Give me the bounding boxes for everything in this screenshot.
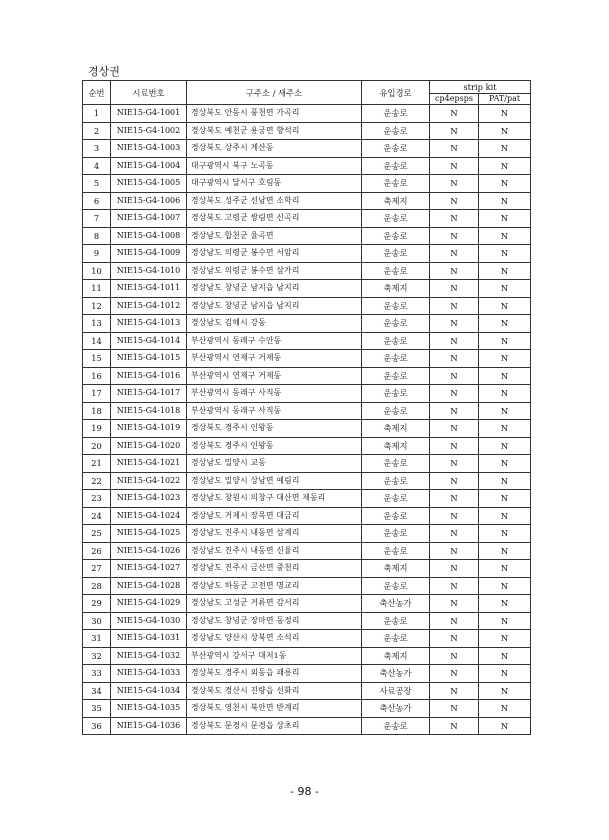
cp4epsps-result: N [430,350,479,368]
inflow-route: 운송로 [362,105,430,123]
table-row [83,700,531,718]
header-pat: PAT/pat [479,94,531,105]
inflow-route: 운송로 [362,577,430,595]
region-title: 경상권 [88,65,120,78]
pat-result: N [479,210,531,228]
cp4epsps-result: N [430,210,479,228]
table-row [83,192,531,210]
cp4epsps-result: N [430,700,479,718]
row-number: 31 [83,630,111,648]
address: 부산광역시 연제구 거제동 [187,367,362,385]
table-body [83,105,531,735]
pat-result: N [479,140,531,158]
inflow-route: 운송로 [362,140,430,158]
inflow-route: 축제지 [362,647,430,665]
pat-result: N [479,525,531,543]
row-number: 14 [83,332,111,350]
pat-result: N [479,437,531,455]
table-row [83,157,531,175]
pat-result: N [479,455,531,473]
sample-id: NIE15-G4-1001 [111,105,187,123]
row-number: 16 [83,367,111,385]
table-row [83,315,531,333]
row-number: 13 [83,315,111,333]
address: 경상남도 창원시 의창구 대산면 제동리 [187,490,362,508]
cp4epsps-result: N [430,105,479,123]
header-no: 순번 [83,81,111,105]
sample-id: NIE15-G4-1031 [111,630,187,648]
sample-id: NIE15-G4-1032 [111,647,187,665]
sample-id: NIE15-G4-1013 [111,315,187,333]
inflow-route: 운송로 [362,402,430,420]
sample-id: NIE15-G4-1015 [111,350,187,368]
table-row [83,490,531,508]
sample-id: NIE15-G4-1009 [111,245,187,263]
table-row [83,227,531,245]
cp4epsps-result: N [430,245,479,263]
row-number: 28 [83,577,111,595]
row-number: 15 [83,350,111,368]
address: 부산광역시 연제구 거제동 [187,350,362,368]
pat-result: N [479,315,531,333]
row-number: 17 [83,385,111,403]
sample-id: NIE15-G4-1030 [111,612,187,630]
address: 경상북도 문경시 문경읍 상초리 [187,717,362,735]
sample-table [82,80,531,735]
address: 경상남도 창녕군 장마면 동정리 [187,612,362,630]
pat-result: N [479,367,531,385]
row-number: 22 [83,472,111,490]
cp4epsps-result: N [430,612,479,630]
header-route: 유입경로 [362,81,430,105]
table-row [83,717,531,735]
row-number: 8 [83,227,111,245]
pat-result: N [479,472,531,490]
table-row [83,420,531,438]
address: 경상남도 진주시 금산면 중천리 [187,560,362,578]
row-number: 30 [83,612,111,630]
table-row [83,175,531,193]
address: 부산광역시 강서구 대저1동 [187,647,362,665]
table-row [83,245,531,263]
address: 경상남도 의령군 봉수면 삼가리 [187,262,362,280]
address: 경상남도 합천군 율곡면 [187,227,362,245]
cp4epsps-result: N [430,647,479,665]
cp4epsps-result: N [430,577,479,595]
sample-id: NIE15-G4-1022 [111,472,187,490]
inflow-route: 축제지 [362,560,430,578]
sample-id: NIE15-G4-1014 [111,332,187,350]
table-row [83,297,531,315]
row-number: 25 [83,525,111,543]
table-row [83,647,531,665]
sample-id: NIE15-G4-1006 [111,192,187,210]
table-row [83,332,531,350]
table-row [83,507,531,525]
inflow-route: 운송로 [362,717,430,735]
pat-result: N [479,175,531,193]
pat-result: N [479,630,531,648]
sample-id: NIE15-G4-1024 [111,507,187,525]
row-number: 11 [83,280,111,298]
sample-id: NIE15-G4-1007 [111,210,187,228]
header-strip-kit: strip kit [430,81,531,94]
pat-result: N [479,245,531,263]
row-number: 2 [83,122,111,140]
inflow-route: 운송로 [362,367,430,385]
cp4epsps-result: N [430,175,479,193]
inflow-route: 운송로 [362,315,430,333]
sample-id: NIE15-G4-1010 [111,262,187,280]
address: 경상북도 영천시 북안면 반계리 [187,700,362,718]
row-number: 19 [83,420,111,438]
row-number: 3 [83,140,111,158]
pat-result: N [479,682,531,700]
inflow-route: 운송로 [362,612,430,630]
row-number: 20 [83,437,111,455]
sample-id: NIE15-G4-1035 [111,700,187,718]
address: 경상남도 진주시 내동면 삼계리 [187,525,362,543]
inflow-route: 운송로 [362,385,430,403]
address: 경상남도 김해시 강동 [187,315,362,333]
table-row [83,140,531,158]
row-number: 34 [83,682,111,700]
pat-result: N [479,192,531,210]
address: 경상남도 양산시 상북면 소석리 [187,630,362,648]
table-row [83,542,531,560]
address: 경상북도 상주시 계산동 [187,140,362,158]
row-number: 18 [83,402,111,420]
table-row [83,385,531,403]
pat-result: N [479,385,531,403]
pat-result: N [479,560,531,578]
table-row [83,402,531,420]
sample-id: NIE15-G4-1019 [111,420,187,438]
inflow-route: 축산농가 [362,665,430,683]
cp4epsps-result: N [430,665,479,683]
table-row [83,437,531,455]
cp4epsps-result: N [430,157,479,175]
pat-result: N [479,350,531,368]
sample-id: NIE15-G4-1018 [111,402,187,420]
cp4epsps-result: N [430,385,479,403]
row-number: 23 [83,490,111,508]
address: 경상북도 경주시 인왕동 [187,437,362,455]
table-row [83,630,531,648]
table-row [83,560,531,578]
inflow-route: 축제지 [362,437,430,455]
row-number: 32 [83,647,111,665]
inflow-route: 운송로 [362,157,430,175]
cp4epsps-result: N [430,420,479,438]
inflow-route: 운송로 [362,350,430,368]
inflow-route: 축제지 [362,420,430,438]
row-number: 12 [83,297,111,315]
table-row [83,577,531,595]
table-row [83,280,531,298]
address: 경상남도 진주시 내동면 신율리 [187,542,362,560]
sample-id: NIE15-G4-1017 [111,385,187,403]
inflow-route: 운송로 [362,630,430,648]
sample-id: NIE15-G4-1008 [111,227,187,245]
cp4epsps-result: N [430,525,479,543]
row-number: 36 [83,717,111,735]
cp4epsps-result: N [430,630,479,648]
table-row [83,595,531,613]
header-cp4epsps: cp4epsps [430,94,479,105]
sample-id: NIE15-G4-1028 [111,577,187,595]
sample-id: NIE15-G4-1016 [111,367,187,385]
table-row [83,105,531,123]
row-number: 5 [83,175,111,193]
table-row [83,350,531,368]
cp4epsps-result: N [430,717,479,735]
pat-result: N [479,297,531,315]
cp4epsps-result: N [430,315,479,333]
table-row [83,367,531,385]
inflow-route: 운송로 [362,227,430,245]
inflow-route: 운송로 [362,332,430,350]
address: 경상남도 밀양시 교동 [187,455,362,473]
sample-id: NIE15-G4-1005 [111,175,187,193]
sample-id: NIE15-G4-1021 [111,455,187,473]
row-number: 1 [83,105,111,123]
inflow-route: 운송로 [362,525,430,543]
table-row [83,525,531,543]
cp4epsps-result: N [430,402,479,420]
table-row [83,455,531,473]
address: 부산광역시 동래구 사직동 [187,385,362,403]
row-number: 33 [83,665,111,683]
pat-result: N [479,612,531,630]
inflow-route: 운송로 [362,175,430,193]
sample-id: NIE15-G4-1023 [111,490,187,508]
cp4epsps-result: N [430,262,479,280]
sample-id: NIE15-G4-1026 [111,542,187,560]
cp4epsps-result: N [430,140,479,158]
address: 부산광역시 동래구 수안동 [187,332,362,350]
address: 경상남도 고성군 거류면 감서리 [187,595,362,613]
cp4epsps-result: N [430,280,479,298]
cp4epsps-result: N [430,437,479,455]
cp4epsps-result: N [430,297,479,315]
sample-id: NIE15-G4-1036 [111,717,187,735]
inflow-route: 운송로 [362,245,430,263]
address: 대구광역시 북구 노곡동 [187,157,362,175]
pat-result: N [479,262,531,280]
pat-result: N [479,105,531,123]
pat-result: N [479,227,531,245]
cp4epsps-result: N [430,122,479,140]
inflow-route: 운송로 [362,490,430,508]
address: 경상남도 의령군 봉수면 서암리 [187,245,362,263]
inflow-route: 축산농가 [362,700,430,718]
row-number: 24 [83,507,111,525]
inflow-route: 운송로 [362,262,430,280]
inflow-route: 운송로 [362,455,430,473]
sample-id: NIE15-G4-1025 [111,525,187,543]
table-header [83,81,531,105]
row-number: 9 [83,245,111,263]
inflow-route: 운송로 [362,507,430,525]
cp4epsps-result: N [430,227,479,245]
row-number: 29 [83,595,111,613]
inflow-route: 축산농가 [362,595,430,613]
cp4epsps-result: N [430,560,479,578]
cp4epsps-result: N [430,455,479,473]
cp4epsps-result: N [430,507,479,525]
table-row [83,262,531,280]
row-number: 27 [83,560,111,578]
pat-result: N [479,595,531,613]
row-number: 21 [83,455,111,473]
address: 경상남도 밀양시 상남면 예림리 [187,472,362,490]
sample-id: NIE15-G4-1003 [111,140,187,158]
pat-result: N [479,577,531,595]
sample-id: NIE15-G4-1020 [111,437,187,455]
row-number: 26 [83,542,111,560]
pat-result: N [479,122,531,140]
sample-id: NIE15-G4-1004 [111,157,187,175]
row-number: 35 [83,700,111,718]
address: 경상북도 성주군 선남면 소학리 [187,192,362,210]
sample-id: NIE15-G4-1034 [111,682,187,700]
address: 대구광역시 달서구 호림동 [187,175,362,193]
address: 경상북도 예천군 용궁면 향석리 [187,122,362,140]
pat-result: N [479,665,531,683]
pat-result: N [479,490,531,508]
inflow-route: 사료공장 [362,682,430,700]
table-row [83,210,531,228]
cp4epsps-result: N [430,472,479,490]
sample-id: NIE15-G4-1029 [111,595,187,613]
address: 경상북도 경주시 인왕동 [187,420,362,438]
cp4epsps-result: N [430,490,479,508]
cp4epsps-result: N [430,192,479,210]
table-row [83,682,531,700]
inflow-route: 운송로 [362,297,430,315]
pat-result: N [479,542,531,560]
cp4epsps-result: N [430,542,479,560]
address: 부산광역시 동래구 사직동 [187,402,362,420]
inflow-route: 축제지 [362,280,430,298]
pat-result: N [479,402,531,420]
page-number: - 98 - [290,785,319,798]
row-number: 7 [83,210,111,228]
inflow-route: 운송로 [362,472,430,490]
address: 경상북도 고령군 쌍림면 신곡리 [187,210,362,228]
address: 경상남도 하동군 고전면 명교리 [187,577,362,595]
cp4epsps-result: N [430,367,479,385]
sample-id: NIE15-G4-1011 [111,280,187,298]
sample-id: NIE15-G4-1002 [111,122,187,140]
row-number: 10 [83,262,111,280]
sample-id: NIE15-G4-1012 [111,297,187,315]
table-row [83,665,531,683]
pat-result: N [479,420,531,438]
pat-result: N [479,647,531,665]
pat-result: N [479,700,531,718]
inflow-route: 운송로 [362,122,430,140]
header-address: 구주소 / 새주소 [187,81,362,105]
address: 경상북도 안동시 풍천면 가곡리 [187,105,362,123]
table-row [83,472,531,490]
row-number: 4 [83,157,111,175]
address: 경상남도 창녕군 남지읍 남지리 [187,280,362,298]
address: 경상북도 경주시 외동읍 괘릉리 [187,665,362,683]
cp4epsps-result: N [430,682,479,700]
inflow-route: 운송로 [362,210,430,228]
cp4epsps-result: N [430,595,479,613]
pat-result: N [479,507,531,525]
row-number: 6 [83,192,111,210]
address: 경상북도 경산시 진량읍 선화리 [187,682,362,700]
address: 경상남도 창녕군 남지읍 남지리 [187,297,362,315]
table-row [83,122,531,140]
address: 경상남도 거제시 장목면 대금리 [187,507,362,525]
inflow-route: 축제지 [362,192,430,210]
pat-result: N [479,717,531,735]
inflow-route: 운송로 [362,542,430,560]
cp4epsps-result: N [430,332,479,350]
sample-id: NIE15-G4-1033 [111,665,187,683]
sample-id: NIE15-G4-1027 [111,560,187,578]
pat-result: N [479,332,531,350]
pat-result: N [479,157,531,175]
pat-result: N [479,280,531,298]
table-row [83,612,531,630]
header-sample-id: 시료번호 [111,81,187,105]
